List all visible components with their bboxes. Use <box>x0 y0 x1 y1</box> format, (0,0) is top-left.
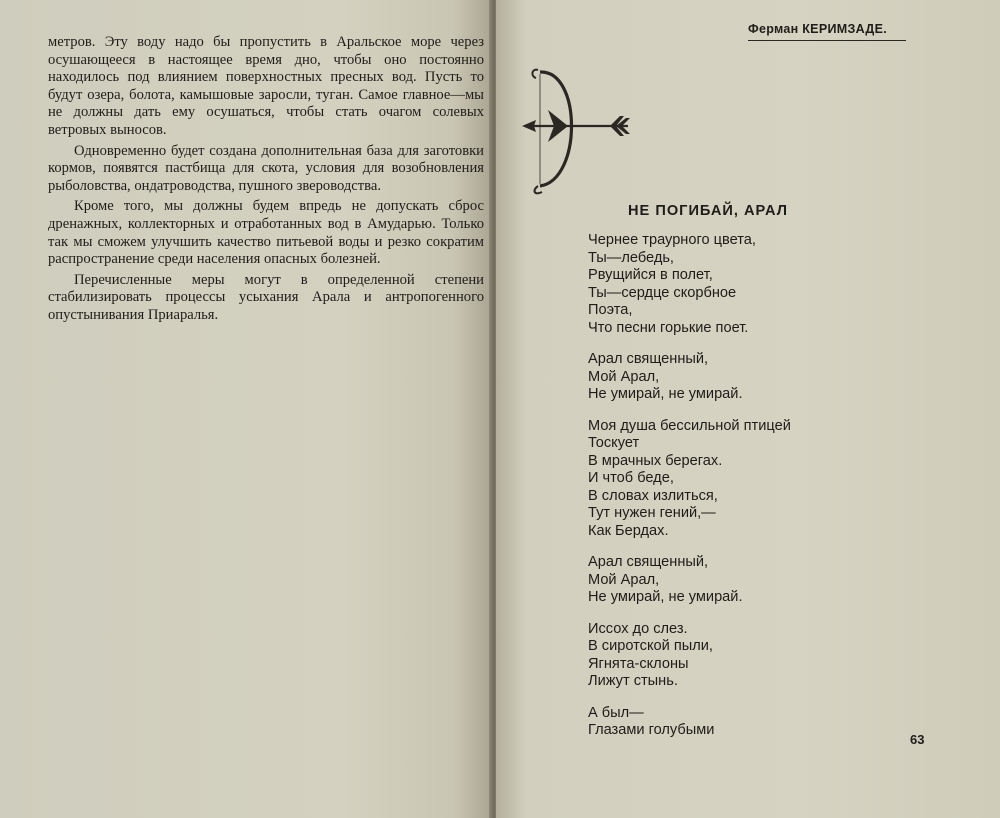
poem-line: А был— <box>588 704 644 721</box>
poem-line: В словах излиться, <box>588 487 718 504</box>
poem-title: НЕ ПОГИБАЙ, АРАЛ <box>628 203 788 219</box>
poem-line: Моя душа бессильной птицей <box>588 417 791 434</box>
paragraph-1: метров. Эту воду надо бы пропустить в Аральское море через осушающееся в настоящее время дно, чтобы оно постоянно находилось под влиянием поверхностных пресных вод. Пусть то будут озера, болота, камышовые заросли, туган. Самое главное—мы не должны дать ему осушаться, чтобы стать очагом солевых ветровых выносов. <box>48 34 484 138</box>
poem-line: Рвущийся в полет, <box>588 267 713 283</box>
stanza-2 <box>588 351 888 404</box>
poem-line: Ягнята-склоны <box>588 655 689 672</box>
poem-line: Мой Арал, <box>588 368 660 385</box>
poem-line: Поэта, <box>588 302 633 318</box>
poem-line: Ты—сердце скорбное <box>588 284 737 301</box>
poem-line: Тут нужен гений,— <box>588 505 716 521</box>
poem-line: Арал священный, <box>588 554 709 570</box>
poem-line: Лижут стынь. <box>588 673 678 689</box>
poem-line: И чтоб беде, <box>588 470 674 486</box>
stanza-6 <box>588 705 888 740</box>
poem-line: Чернее траурного цвета, <box>588 232 756 248</box>
paragraph-2: Одновременно будет создана дополнительная база для заготовки кормов, появятся пастбища для скота, условия для возобновления рыболовства, ондатроводства, пушного звероводства. <box>48 142 484 194</box>
stanza-5 <box>588 621 888 691</box>
poem-line: Ты—лебедь, <box>588 249 674 266</box>
article-text <box>48 34 484 328</box>
poem-line: Не умирай, не умирай. <box>588 589 743 605</box>
poem-line: Мой Арал, <box>588 571 660 588</box>
stanza-3 <box>588 418 888 541</box>
poem-line: Как Бердах. <box>588 522 669 539</box>
page-number: 63 <box>910 732 925 747</box>
poem <box>588 232 888 754</box>
poem-line: В мрачных берегах. <box>588 452 723 469</box>
poem-line: Тоскует <box>588 435 640 451</box>
poem-line: Не умирай, не умирай. <box>588 386 743 402</box>
left-page <box>0 0 492 818</box>
stanza-1 <box>588 232 888 337</box>
poem-line: Что песни горькие поет. <box>588 319 749 336</box>
paragraph-4: Перечисленные меры могут в определенной степени стабилизировать процессы усыхания Арала и антропогенного опустынивания Приаралья. <box>48 271 484 323</box>
bow-and-arrow-icon <box>512 30 636 198</box>
running-head: Ферман КЕРИМЗАДЕ. <box>748 22 906 41</box>
poem-line: В сиротской пыли, <box>588 638 713 654</box>
stanza-4 <box>588 554 888 607</box>
poem-line: Глазами голубыми <box>588 722 715 738</box>
poem-line: Иссох до слез. <box>588 620 688 637</box>
paragraph-3: Кроме того, мы должны будем впредь не допускать сброс дренажных, коллекторных и отработанных вод в Амударью. Только так мы сможем улучшить качество питьевой воды и резко сократим распространение среди населения опасных болезней. <box>48 198 484 268</box>
poem-line: Арал священный, <box>588 351 709 367</box>
